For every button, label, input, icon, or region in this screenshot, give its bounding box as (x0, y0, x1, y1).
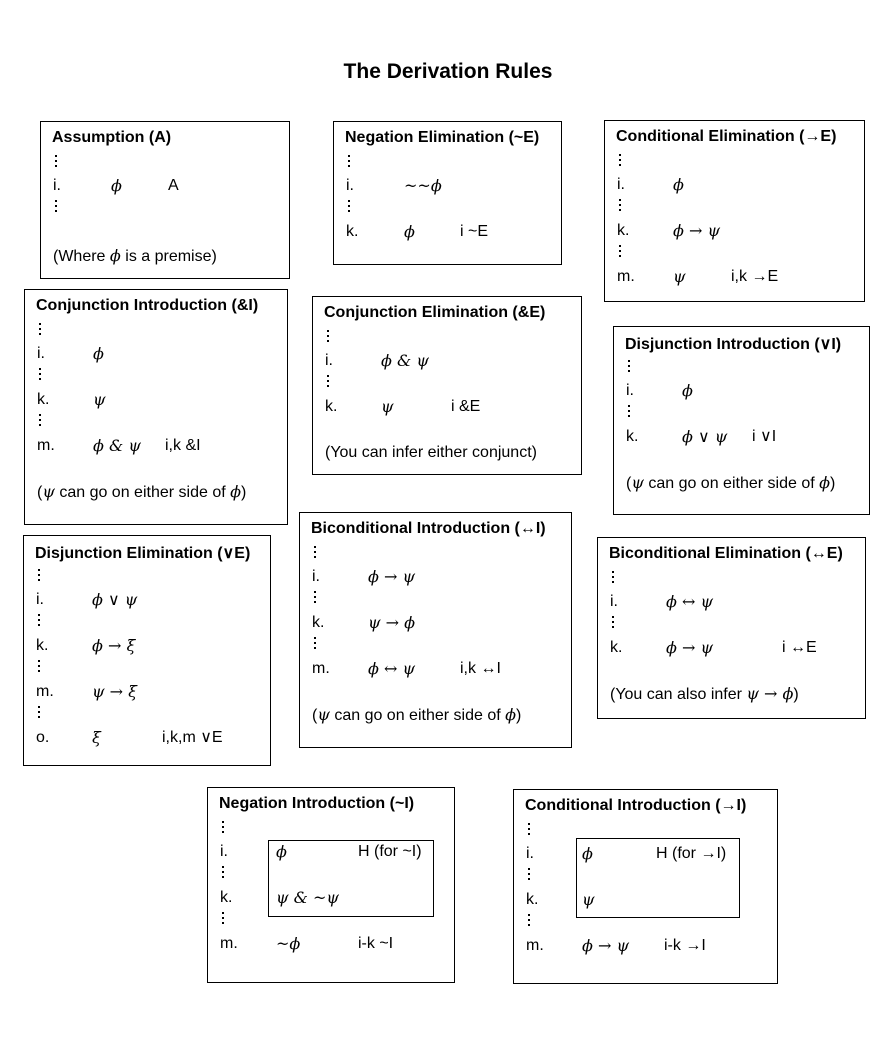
line-number: m. (617, 268, 635, 285)
formula: ϕ ∨ ψ (682, 427, 728, 446)
line-number: k. (526, 891, 539, 908)
vertical-ellipsis (612, 571, 615, 586)
rule-heading: Conditional Elimination (→E) (616, 128, 837, 145)
formula: ϕ (93, 344, 104, 363)
justification: i,k &I (165, 437, 201, 454)
vertical-ellipsis (314, 591, 317, 606)
line-number: k. (325, 398, 338, 415)
line-number: i. (346, 177, 354, 194)
vertical-ellipsis (39, 414, 42, 429)
justification: i ∨I (752, 428, 777, 445)
justification: H (for →I) (656, 845, 727, 862)
formula: ~~ϕ (404, 176, 442, 195)
vertical-ellipsis (528, 868, 531, 883)
line-number: i. (36, 591, 44, 608)
vertical-ellipsis (39, 323, 42, 338)
formula: ψ (93, 390, 106, 409)
justification: i ↔E (782, 639, 817, 656)
line-number: m. (526, 937, 544, 954)
vertical-ellipsis (314, 637, 317, 652)
rule-conditional-elimination (604, 120, 865, 302)
line-number: k. (36, 637, 49, 654)
formula: ϕ → ξ (92, 636, 136, 655)
justification: i-k →I (664, 937, 706, 954)
rule-negation-elimination (333, 121, 562, 265)
vertical-ellipsis (55, 155, 58, 170)
line-number: o. (36, 729, 50, 746)
line-number: m. (220, 935, 238, 952)
rule-note: (Where ϕ is a premise) (53, 246, 217, 265)
vertical-ellipsis (222, 912, 225, 927)
vertical-ellipsis (327, 330, 330, 345)
formula: ϕ → ψ (582, 936, 630, 955)
vertical-ellipsis (314, 546, 317, 561)
line-number: k. (346, 223, 359, 240)
rule-biconditional-introduction (299, 512, 572, 748)
formula: ξ (92, 728, 101, 747)
vertical-ellipsis (612, 616, 615, 631)
line-number: i. (37, 345, 45, 362)
vertical-ellipsis (38, 706, 41, 721)
formula: ϕ → ψ (666, 638, 714, 657)
rule-heading: Disjunction Elimination (∨E) (35, 545, 251, 562)
formula: ϕ ↔ ψ (666, 592, 714, 611)
rule-note: (ψ can go on either side of ϕ) (626, 473, 836, 492)
formula: ϕ (673, 175, 684, 194)
rule-conditional-introduction (513, 789, 778, 984)
page-title: The Derivation Rules (343, 60, 553, 83)
formula: ϕ & ψ (381, 351, 429, 370)
rule-heading: Biconditional Introduction (↔I) (311, 520, 546, 537)
line-number: i. (617, 176, 625, 193)
formula: ψ (673, 267, 686, 286)
vertical-ellipsis (619, 199, 622, 214)
rule-note: (You can infer either conjunct) (325, 444, 537, 461)
vertical-ellipsis (222, 866, 225, 881)
rule-negation-introduction (207, 787, 455, 983)
line-number: k. (610, 639, 623, 656)
formula: ψ → ϕ (368, 613, 416, 632)
vertical-ellipsis (528, 914, 531, 929)
vertical-ellipsis (38, 569, 41, 584)
vertical-ellipsis (348, 155, 351, 170)
rule-assumption (40, 121, 290, 279)
rule-note: (You can also infer ψ → ϕ) (610, 684, 799, 703)
justification: i-k ~I (358, 935, 394, 952)
line-number: i. (53, 177, 61, 194)
formula: ψ (381, 397, 394, 416)
rule-heading: Assumption (A) (52, 129, 172, 146)
formula: ϕ → ψ (368, 567, 416, 586)
vertical-ellipsis (39, 368, 42, 383)
line-number: i. (526, 845, 534, 862)
line-number: k. (220, 889, 233, 906)
formula: ϕ (111, 176, 122, 195)
line-number: m. (37, 437, 55, 454)
rule-biconditional-elimination (597, 537, 866, 719)
line-number: k. (617, 222, 630, 239)
formula: ψ (582, 890, 595, 909)
formula: ϕ ∨ ψ (92, 590, 138, 609)
justification: i,k,m ∨E (162, 729, 223, 746)
vertical-ellipsis (38, 614, 41, 629)
justification: i,k →E (731, 268, 779, 285)
rule-conjunction-introduction (24, 289, 288, 525)
formula: ϕ → ψ (673, 221, 721, 240)
justification: H (for ~I) (358, 843, 422, 860)
rule-disjunction-introduction (613, 326, 870, 515)
vertical-ellipsis (55, 200, 58, 215)
vertical-ellipsis (222, 821, 225, 836)
line-number: i. (220, 843, 228, 860)
rule-disjunction-elimination (23, 535, 271, 766)
formula: ϕ (404, 222, 415, 241)
justification: i ~E (460, 223, 489, 240)
rule-heading: Biconditional Elimination (↔E) (609, 545, 843, 562)
justification: A (168, 177, 179, 194)
vertical-ellipsis (628, 405, 631, 420)
rule-heading: Disjunction Introduction (∨I) (625, 336, 842, 353)
line-number: i. (312, 568, 320, 585)
formula: ϕ ↔ ψ (368, 659, 416, 678)
line-number: i. (325, 352, 333, 369)
vertical-ellipsis (619, 245, 622, 260)
vertical-ellipsis (327, 375, 330, 390)
vertical-ellipsis (38, 660, 41, 675)
formula: ϕ (582, 844, 593, 863)
line-number: k. (312, 614, 325, 631)
line-number: i. (626, 382, 634, 399)
vertical-ellipsis (628, 360, 631, 375)
rule-heading: Conditional Introduction (→I) (525, 797, 747, 814)
rule-heading: Conjunction Introduction (&I) (36, 297, 259, 314)
line-number: k. (626, 428, 639, 445)
formula: ϕ & ψ (93, 436, 141, 455)
justification: i &E (451, 398, 481, 415)
rule-heading: Negation Introduction (~I) (219, 795, 415, 812)
rule-note: (ψ can go on either side of ϕ) (312, 705, 522, 724)
line-number: i. (610, 593, 618, 610)
vertical-ellipsis (619, 154, 622, 169)
formula: ψ & ~ψ (276, 888, 339, 907)
justification: i,k ↔I (460, 660, 501, 677)
line-number: k. (37, 391, 50, 408)
formula: ϕ (276, 842, 287, 861)
formula: ~ϕ (276, 934, 301, 953)
rule-conjunction-elimination (312, 296, 582, 475)
rule-note: (ψ can go on either side of ϕ) (37, 482, 247, 501)
rule-heading: Negation Elimination (~E) (345, 129, 540, 146)
formula: ϕ (682, 381, 693, 400)
formula: ψ → ξ (92, 682, 137, 701)
line-number: m. (312, 660, 330, 677)
vertical-ellipsis (348, 200, 351, 215)
vertical-ellipsis (528, 823, 531, 838)
rule-heading: Conjunction Elimination (&E) (324, 304, 546, 321)
line-number: m. (36, 683, 54, 700)
